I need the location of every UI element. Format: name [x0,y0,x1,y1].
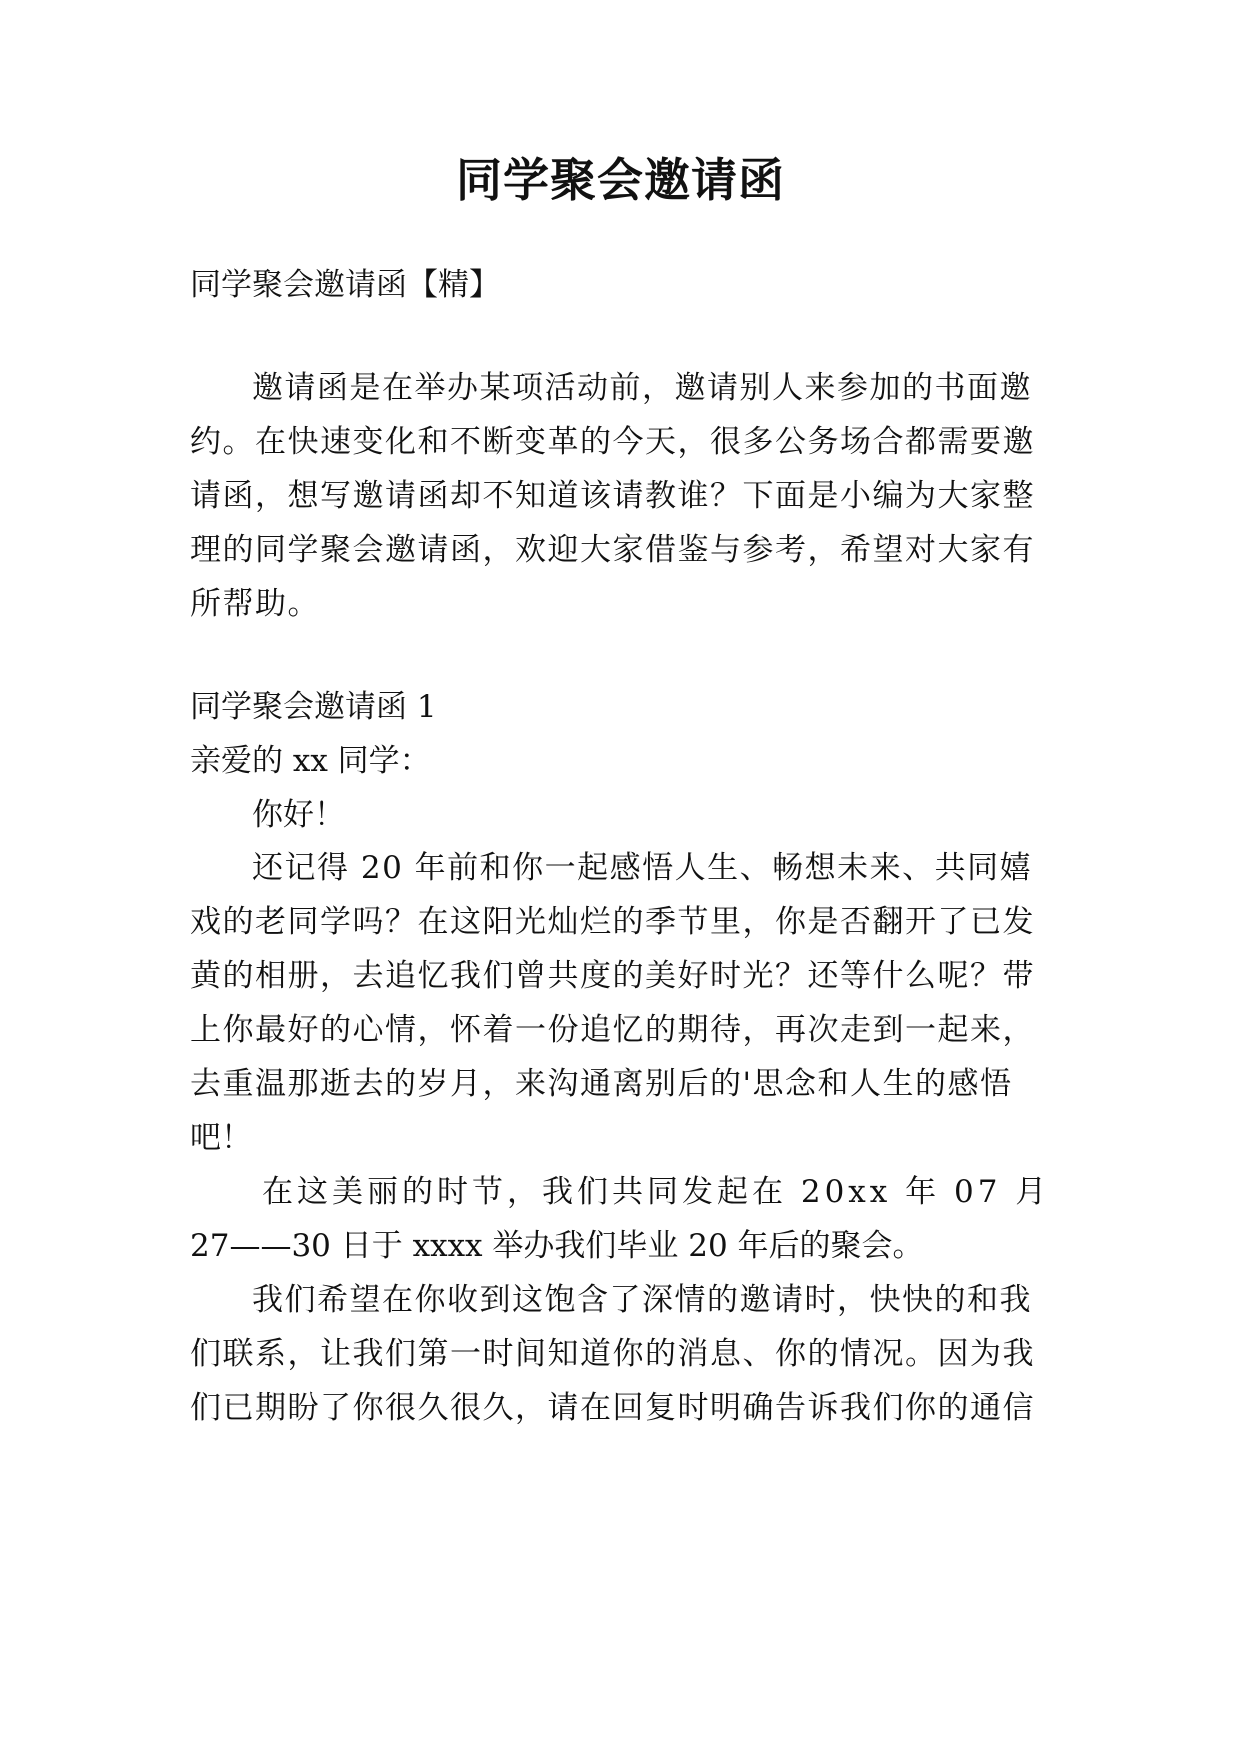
paragraph-line: 去重温那逝去的岁月，来沟通离别后的'思念和人生的感悟 [190,1066,1013,1102]
intro-line: 请函，想写邀请函却不知道该请教谁？下面是小编为大家整 [190,478,1035,514]
paragraph-line: 27——30 日于 xxxx 举办我们毕业 20 年后的聚会。 [190,1228,924,1264]
paragraph-line: 我们希望在你收到这饱含了深情的邀请时，快快的和我 [252,1282,1032,1318]
intro-line: 所帮助。 [190,586,320,622]
intro-line: 理的同学聚会邀请函，欢迎大家借鉴与参考，希望对大家有 [190,532,1035,568]
intro-line: 邀请函是在举办某项活动前，邀请别人来参加的书面邀 [252,370,1032,406]
paragraph-line: 上你最好的心情，怀着一份追忆的期待，再次走到一起来， [190,1012,1035,1048]
paragraph-line: 还记得 20 年前和你一起感悟人生、畅想未来、共同嬉 [252,850,1033,886]
paragraph-line: 黄的相册，去追忆我们曾共度的美好时光？还等什么呢？带 [190,958,1035,994]
paragraph-line: 戏的老同学吗？在这阳光灿烂的季节里，你是否翻开了已发 [190,904,1035,940]
intro-line: 约。在快速变化和不断变革的今天，很多公务场合都需要邀 [190,424,1035,460]
page-title: 同学聚会邀请函 [456,153,785,207]
paragraph-line: 们联系，让我们第一时间知道你的消息、你的情况。因为我 [190,1336,1035,1372]
paragraph-line: 吧！ [190,1120,252,1156]
paragraph-line: 们已期盼了你很久很久，请在回复时明确告诉我们你的通信 [190,1390,1035,1426]
subtitle: 同学聚会邀请函【精】 [190,267,500,303]
salutation: 亲爱的 xx 同学： [190,743,431,779]
section-heading: 同学聚会邀请函 1 [190,689,437,725]
paragraph-line: 在这美丽的时节，我们共同发起在 20xx 年 07 月 [262,1174,1051,1210]
greeting: 你好！ [252,797,345,833]
